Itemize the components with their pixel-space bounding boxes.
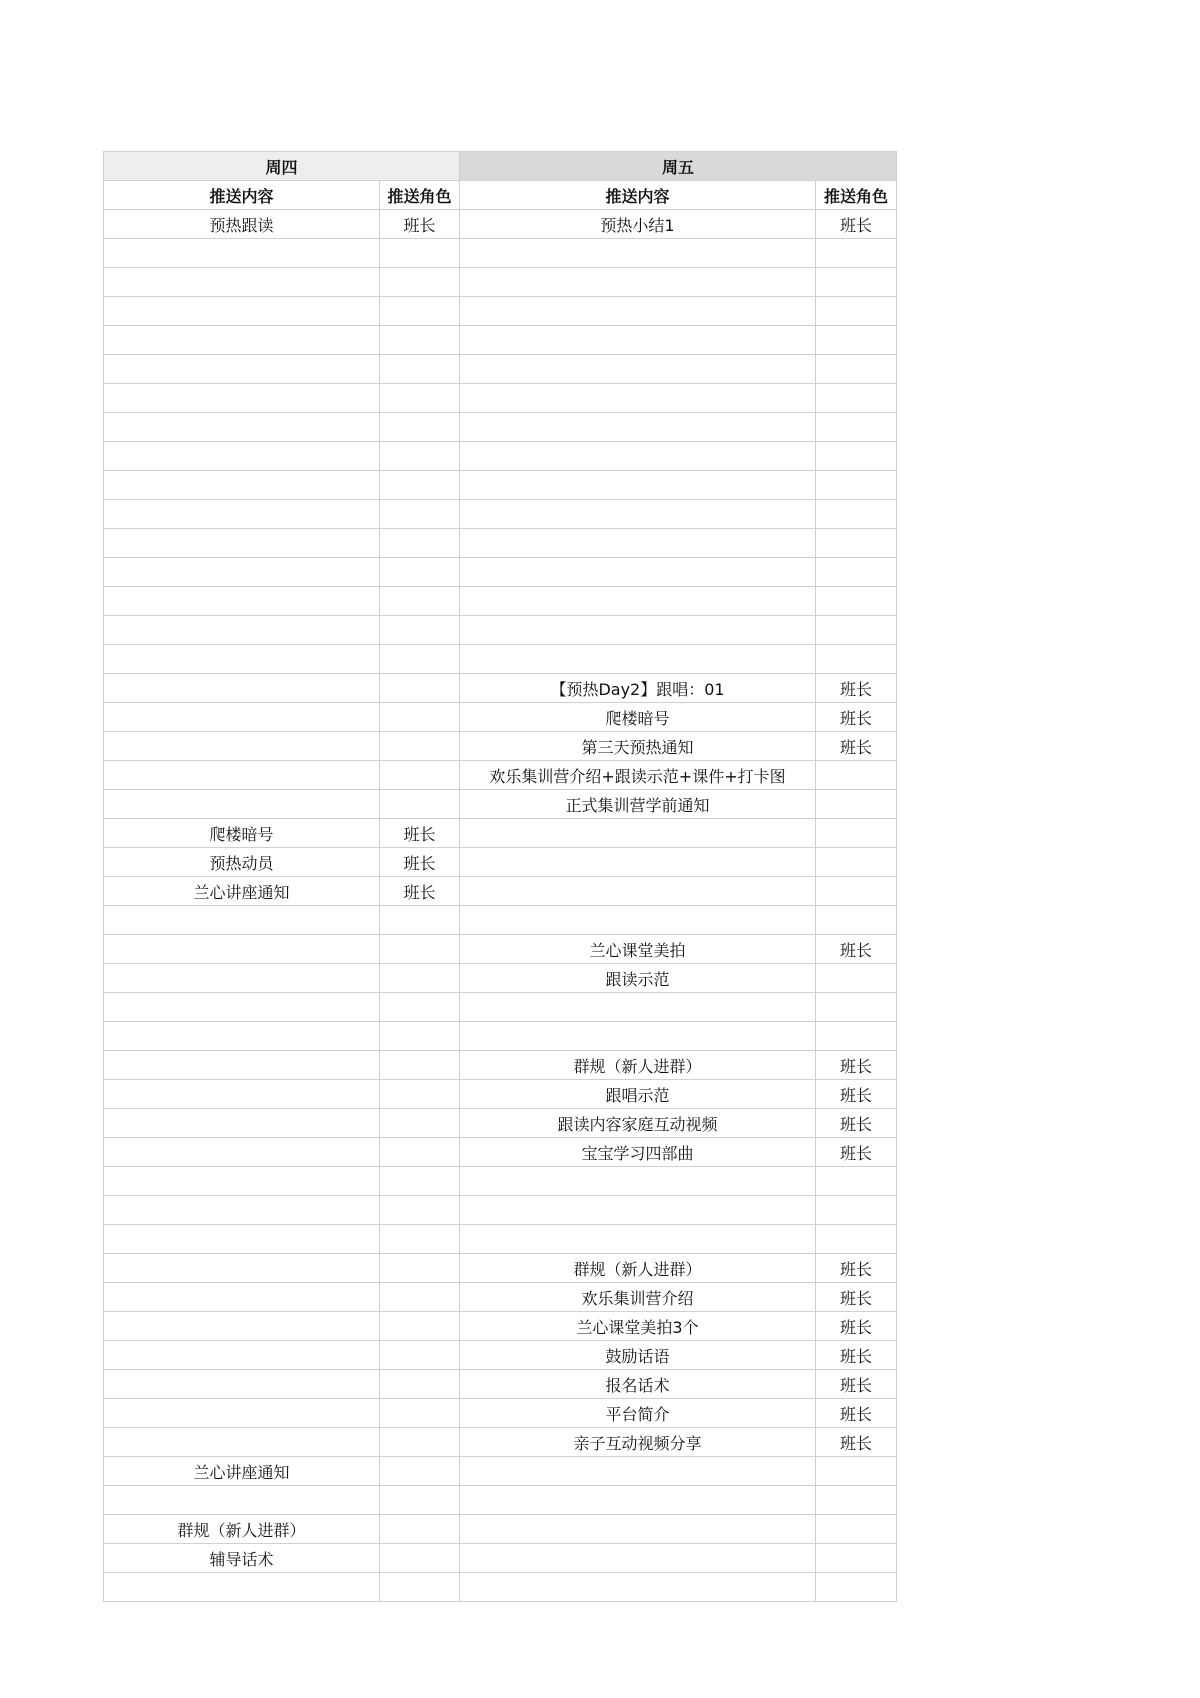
cell-friday-content[interactable] — [460, 906, 816, 935]
cell-thursday-role[interactable] — [380, 1515, 460, 1544]
cell-friday-role[interactable]: 班长 — [816, 1254, 897, 1283]
cell-friday-role[interactable] — [816, 413, 897, 442]
table-row — [104, 1225, 897, 1254]
cell-thursday-content[interactable] — [104, 1196, 380, 1225]
cell-thursday-role[interactable] — [380, 790, 460, 819]
cell-friday-content[interactable] — [460, 442, 816, 471]
cell-thursday-role[interactable] — [380, 1486, 460, 1515]
cell-thursday-role[interactable] — [380, 326, 460, 355]
cell-thursday-role[interactable] — [380, 1225, 460, 1254]
table-row — [104, 355, 897, 384]
cell-thursday-role[interactable] — [380, 1312, 460, 1341]
table-row — [104, 1283, 897, 1312]
cell-thursday-role[interactable] — [380, 1370, 460, 1399]
cell-thursday-content[interactable] — [104, 587, 380, 616]
cell-thursday-role[interactable] — [380, 1573, 460, 1602]
cell-thursday-role[interactable] — [380, 1051, 460, 1080]
cell-thursday-content[interactable]: 预热动员 — [104, 848, 380, 877]
cell-thursday-content[interactable] — [104, 616, 380, 645]
cell-thursday-content[interactable] — [104, 1080, 380, 1109]
cell-friday-content[interactable]: 跟唱示范 — [460, 1080, 816, 1109]
cell-friday-role[interactable]: 班长 — [816, 1109, 897, 1138]
cell-thursday-content[interactable] — [104, 1428, 380, 1457]
table-row — [104, 1022, 897, 1051]
schedule-table — [103, 151, 897, 1602]
cell-friday-role[interactable]: 班长 — [816, 1428, 897, 1457]
cell-friday-content[interactable] — [460, 471, 816, 500]
cell-thursday-content[interactable]: 兰心讲座通知 — [104, 1457, 380, 1486]
cell-friday-role[interactable] — [816, 993, 897, 1022]
cell-friday-content[interactable] — [460, 384, 816, 413]
cell-thursday-content[interactable] — [104, 326, 380, 355]
cell-thursday-content[interactable] — [104, 732, 380, 761]
cell-friday-content[interactable] — [460, 1196, 816, 1225]
cell-thursday-content[interactable] — [104, 993, 380, 1022]
cell-friday-content[interactable]: 欢乐集训营介绍+跟读示范+课件+打卡图 — [460, 761, 816, 790]
cell-friday-role[interactable]: 班长 — [816, 1399, 897, 1428]
cell-friday-content[interactable]: 跟读内容家庭互动视频 — [460, 1109, 816, 1138]
cell-friday-content[interactable]: 平台简介 — [460, 1399, 816, 1428]
cell-thursday-role[interactable] — [380, 355, 460, 384]
cell-thursday-role[interactable] — [380, 1457, 460, 1486]
cell-thursday-content[interactable] — [104, 413, 380, 442]
cell-friday-role[interactable] — [816, 355, 897, 384]
table-row — [104, 529, 897, 558]
cell-thursday-content[interactable] — [104, 1022, 380, 1051]
cell-friday-content[interactable] — [460, 1225, 816, 1254]
table-row — [104, 1544, 897, 1573]
cell-friday-content[interactable] — [460, 587, 816, 616]
cell-friday-content[interactable]: 群规（新人进群） — [460, 1254, 816, 1283]
day-header-friday: 周五 — [460, 152, 897, 181]
cell-friday-role[interactable] — [816, 906, 897, 935]
cell-friday-role[interactable] — [816, 239, 897, 268]
cell-thursday-content[interactable] — [104, 471, 380, 500]
cell-thursday-content[interactable] — [104, 442, 380, 471]
table-row — [104, 1341, 897, 1370]
table-row — [104, 413, 897, 442]
cell-friday-role[interactable]: 班长 — [816, 703, 897, 732]
table-row — [104, 210, 897, 239]
cell-thursday-role[interactable] — [380, 1138, 460, 1167]
table-row — [104, 1254, 897, 1283]
cell-friday-content[interactable]: 预热小结1 — [460, 210, 816, 239]
cell-thursday-content[interactable]: 辅导话术 — [104, 1544, 380, 1573]
cell-thursday-content[interactable] — [104, 239, 380, 268]
cell-thursday-content[interactable] — [104, 355, 380, 384]
cell-thursday-role[interactable] — [380, 1283, 460, 1312]
cell-thursday-content[interactable]: 群规（新人进群） — [104, 1515, 380, 1544]
cell-friday-role[interactable] — [816, 297, 897, 326]
cell-thursday-role[interactable] — [380, 529, 460, 558]
column-header-role: 推送角色 — [380, 181, 460, 210]
cell-friday-role[interactable]: 班长 — [816, 1341, 897, 1370]
cell-thursday-role[interactable] — [380, 1341, 460, 1370]
cell-thursday-role[interactable] — [380, 964, 460, 993]
cell-thursday-content[interactable] — [104, 297, 380, 326]
cell-friday-role[interactable]: 班长 — [816, 1312, 897, 1341]
cell-thursday-role[interactable] — [380, 413, 460, 442]
cell-thursday-content[interactable] — [104, 935, 380, 964]
cell-thursday-role[interactable]: 班长 — [380, 819, 460, 848]
cell-friday-role[interactable]: 班长 — [816, 732, 897, 761]
cell-friday-role[interactable] — [816, 1457, 897, 1486]
cell-thursday-role[interactable]: 班长 — [380, 877, 460, 906]
cell-thursday-role[interactable] — [380, 935, 460, 964]
table-row — [104, 1167, 897, 1196]
cell-friday-content[interactable] — [460, 297, 816, 326]
cell-thursday-role[interactable] — [380, 1428, 460, 1457]
table-row — [104, 587, 897, 616]
day-header-thursday: 周四 — [104, 152, 460, 181]
cell-thursday-role[interactable] — [380, 616, 460, 645]
table-row — [104, 906, 897, 935]
cell-friday-content[interactable] — [460, 1167, 816, 1196]
table-row — [104, 964, 897, 993]
cell-friday-role[interactable] — [816, 1486, 897, 1515]
table-row — [104, 616, 897, 645]
table-row — [104, 935, 897, 964]
column-header-role: 推送角色 — [816, 181, 897, 210]
cell-friday-role[interactable]: 班长 — [816, 1283, 897, 1312]
table-row — [104, 790, 897, 819]
cell-thursday-content[interactable] — [104, 1312, 380, 1341]
cell-thursday-content[interactable] — [104, 790, 380, 819]
cell-friday-role[interactable] — [816, 442, 897, 471]
table-row — [104, 1312, 897, 1341]
cell-friday-content[interactable]: 第三天预热通知 — [460, 732, 816, 761]
cell-thursday-content[interactable] — [104, 1167, 380, 1196]
cell-friday-role[interactable] — [816, 529, 897, 558]
cell-thursday-role[interactable] — [380, 1254, 460, 1283]
cell-thursday-role[interactable] — [380, 761, 460, 790]
table-row — [104, 761, 897, 790]
cell-friday-role[interactable] — [816, 558, 897, 587]
cell-friday-content[interactable] — [460, 355, 816, 384]
cell-thursday-content[interactable] — [104, 1138, 380, 1167]
table-row — [104, 1486, 897, 1515]
cell-friday-role[interactable] — [816, 1544, 897, 1573]
table-row — [104, 732, 897, 761]
cell-thursday-role[interactable] — [380, 1544, 460, 1573]
cell-thursday-content[interactable] — [104, 529, 380, 558]
cell-thursday-role[interactable] — [380, 1109, 460, 1138]
cell-thursday-content[interactable] — [104, 906, 380, 935]
cell-friday-content[interactable] — [460, 326, 816, 355]
cell-friday-content[interactable]: 报名话术 — [460, 1370, 816, 1399]
cell-thursday-content[interactable] — [104, 1051, 380, 1080]
cell-friday-content[interactable]: 兰心课堂美拍 — [460, 935, 816, 964]
cell-friday-content[interactable] — [460, 616, 816, 645]
table-row — [104, 1109, 897, 1138]
cell-friday-role[interactable] — [816, 1022, 897, 1051]
cell-friday-role[interactable] — [816, 790, 897, 819]
cell-thursday-content[interactable]: 预热跟读 — [104, 210, 380, 239]
table-row — [104, 703, 897, 732]
cell-friday-content[interactable] — [460, 413, 816, 442]
table-row — [104, 384, 897, 413]
cell-friday-role[interactable] — [816, 848, 897, 877]
cell-thursday-role[interactable] — [380, 442, 460, 471]
cell-friday-content[interactable] — [460, 558, 816, 587]
cell-thursday-role[interactable] — [380, 906, 460, 935]
cell-friday-role[interactable] — [816, 877, 897, 906]
cell-friday-role[interactable] — [816, 587, 897, 616]
cell-friday-role[interactable]: 班长 — [816, 1080, 897, 1109]
cell-thursday-content[interactable] — [104, 268, 380, 297]
cell-thursday-role[interactable]: 班长 — [380, 848, 460, 877]
table-row — [104, 268, 897, 297]
cell-friday-role[interactable]: 班长 — [816, 935, 897, 964]
cell-thursday-role[interactable] — [380, 1022, 460, 1051]
cell-thursday-role[interactable] — [380, 674, 460, 703]
table-row — [104, 326, 897, 355]
cell-friday-role[interactable] — [816, 500, 897, 529]
cell-thursday-content[interactable] — [104, 384, 380, 413]
cell-thursday-content[interactable] — [104, 500, 380, 529]
table-row — [104, 558, 897, 587]
cell-friday-content[interactable] — [460, 877, 816, 906]
table-row — [104, 1080, 897, 1109]
cell-friday-content[interactable] — [460, 1515, 816, 1544]
table-row — [104, 819, 897, 848]
cell-thursday-content[interactable] — [104, 1399, 380, 1428]
cell-thursday-content[interactable] — [104, 1109, 380, 1138]
cell-friday-role[interactable] — [816, 1573, 897, 1602]
cell-thursday-role[interactable] — [380, 471, 460, 500]
cell-friday-content[interactable] — [460, 500, 816, 529]
cell-friday-content[interactable]: 群规（新人进群） — [460, 1051, 816, 1080]
cell-friday-role[interactable] — [816, 1225, 897, 1254]
table-row — [104, 993, 897, 1022]
cell-friday-role[interactable] — [816, 471, 897, 500]
cell-friday-role[interactable] — [816, 645, 897, 674]
cell-friday-content[interactable] — [460, 993, 816, 1022]
cell-friday-role[interactable] — [816, 1167, 897, 1196]
table-row — [104, 1515, 897, 1544]
cell-friday-content[interactable] — [460, 1544, 816, 1573]
table-row — [104, 1428, 897, 1457]
table-row — [104, 645, 897, 674]
cell-thursday-content[interactable] — [104, 964, 380, 993]
cell-thursday-role[interactable] — [380, 1167, 460, 1196]
cell-thursday-role[interactable] — [380, 732, 460, 761]
cell-thursday-role[interactable] — [380, 500, 460, 529]
cell-thursday-content[interactable] — [104, 1573, 380, 1602]
cell-friday-content[interactable]: 欢乐集训营介绍 — [460, 1283, 816, 1312]
cell-friday-role[interactable] — [816, 268, 897, 297]
cell-friday-role[interactable] — [816, 616, 897, 645]
table-row — [104, 674, 897, 703]
cell-friday-content[interactable]: 【预热Day2】跟唱：01 — [460, 674, 816, 703]
cell-friday-role[interactable]: 班长 — [816, 210, 897, 239]
cell-thursday-content[interactable]: 兰心讲座通知 — [104, 877, 380, 906]
cell-friday-role[interactable] — [816, 1515, 897, 1544]
cell-thursday-content[interactable]: 爬楼暗号 — [104, 819, 380, 848]
table-row — [104, 471, 897, 500]
cell-friday-content[interactable]: 宝宝学习四部曲 — [460, 1138, 816, 1167]
cell-friday-role[interactable] — [816, 819, 897, 848]
cell-thursday-role[interactable] — [380, 645, 460, 674]
cell-friday-role[interactable] — [816, 326, 897, 355]
day-header-row — [104, 152, 897, 181]
cell-thursday-role[interactable] — [380, 1399, 460, 1428]
cell-thursday-content[interactable] — [104, 761, 380, 790]
cell-friday-role[interactable] — [816, 1196, 897, 1225]
table-row — [104, 500, 897, 529]
cell-thursday-role[interactable] — [380, 587, 460, 616]
table-row — [104, 1051, 897, 1080]
cell-thursday-content[interactable] — [104, 703, 380, 732]
cell-thursday-content[interactable] — [104, 1370, 380, 1399]
table-row — [104, 1399, 897, 1428]
table-row — [104, 442, 897, 471]
cell-thursday-content[interactable] — [104, 1341, 380, 1370]
cell-friday-content[interactable] — [460, 1486, 816, 1515]
cell-thursday-content[interactable] — [104, 1283, 380, 1312]
cell-friday-content[interactable]: 兰心课堂美拍3个 — [460, 1312, 816, 1341]
table-row — [104, 1370, 897, 1399]
cell-friday-content[interactable] — [460, 1022, 816, 1051]
cell-friday-content[interactable]: 鼓励话语 — [460, 1341, 816, 1370]
cell-thursday-role[interactable] — [380, 703, 460, 732]
table-row — [104, 297, 897, 326]
cell-thursday-role[interactable] — [380, 1196, 460, 1225]
cell-friday-content[interactable] — [460, 819, 816, 848]
cell-thursday-role[interactable] — [380, 1080, 460, 1109]
cell-friday-content[interactable]: 亲子互动视频分享 — [460, 1428, 816, 1457]
cell-thursday-content[interactable] — [104, 1486, 380, 1515]
cell-friday-role[interactable] — [816, 384, 897, 413]
cell-thursday-role[interactable] — [380, 239, 460, 268]
column-header-content: 推送内容 — [460, 181, 816, 210]
cell-friday-content[interactable] — [460, 529, 816, 558]
column-header-row — [104, 181, 897, 210]
cell-friday-content[interactable] — [460, 1573, 816, 1602]
cell-thursday-role[interactable] — [380, 993, 460, 1022]
table-row — [104, 1457, 897, 1486]
cell-friday-content[interactable] — [460, 1457, 816, 1486]
cell-friday-role[interactable]: 班长 — [816, 674, 897, 703]
table-row — [104, 1573, 897, 1602]
cell-friday-content[interactable] — [460, 645, 816, 674]
cell-friday-role[interactable]: 班长 — [816, 1051, 897, 1080]
cell-thursday-role[interactable] — [380, 558, 460, 587]
cell-friday-content[interactable] — [460, 848, 816, 877]
cell-thursday-content[interactable] — [104, 558, 380, 587]
cell-friday-role[interactable]: 班长 — [816, 1370, 897, 1399]
cell-friday-content[interactable] — [460, 268, 816, 297]
cell-friday-role[interactable] — [816, 964, 897, 993]
column-header-content: 推送内容 — [104, 181, 380, 210]
cell-friday-role[interactable]: 班长 — [816, 1138, 897, 1167]
cell-thursday-content[interactable] — [104, 645, 380, 674]
cell-friday-role[interactable] — [816, 761, 897, 790]
table-row — [104, 1138, 897, 1167]
cell-friday-content[interactable]: 爬楼暗号 — [460, 703, 816, 732]
cell-friday-content[interactable]: 跟读示范 — [460, 964, 816, 993]
cell-thursday-content[interactable] — [104, 674, 380, 703]
cell-friday-content[interactable] — [460, 239, 816, 268]
table-row — [104, 239, 897, 268]
cell-thursday-content[interactable] — [104, 1225, 380, 1254]
table-row — [104, 848, 897, 877]
cell-thursday-role[interactable] — [380, 268, 460, 297]
table-row — [104, 877, 897, 906]
table-row — [104, 1196, 897, 1225]
cell-thursday-content[interactable] — [104, 1254, 380, 1283]
cell-thursday-role[interactable]: 班长 — [380, 210, 460, 239]
cell-friday-content[interactable]: 正式集训营学前通知 — [460, 790, 816, 819]
cell-thursday-role[interactable] — [380, 384, 460, 413]
cell-thursday-role[interactable] — [380, 297, 460, 326]
